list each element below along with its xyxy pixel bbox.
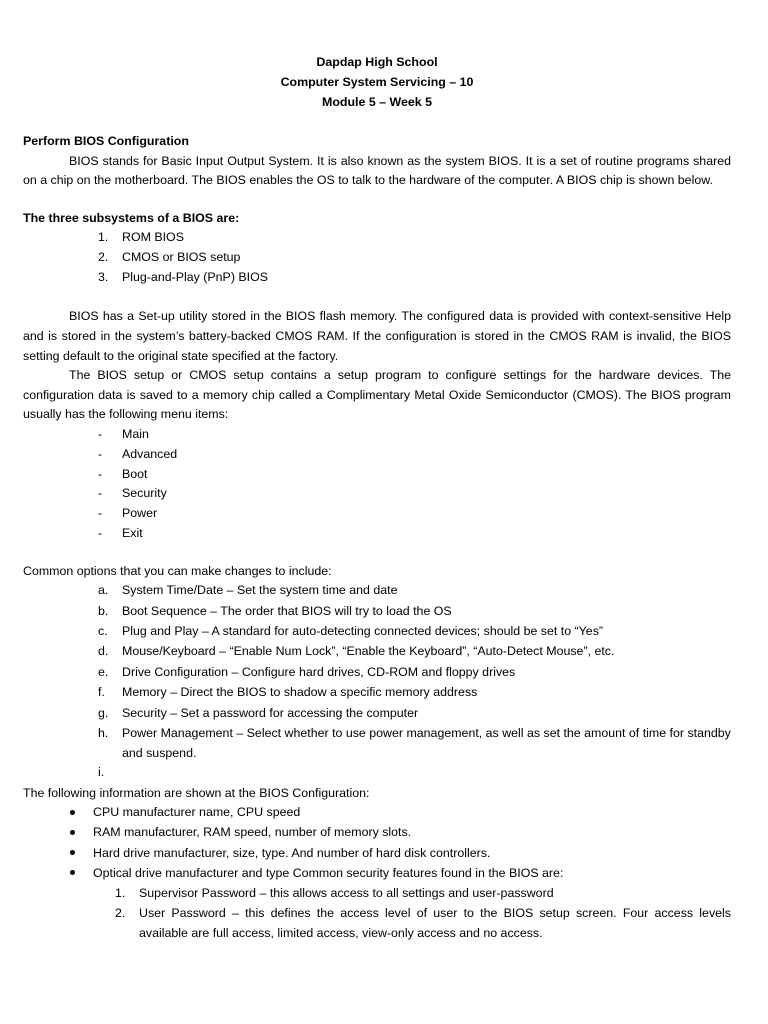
list-item: a. System Time/Date – Set the system time and date <box>98 583 398 598</box>
list-item: c. Plug and Play – A standard for auto-detecting connected devices; should be set to “Yes” <box>98 624 604 639</box>
list-item: g. Security – Set a password for accessing the computer <box>98 705 419 720</box>
school-name: Dapdap High School <box>316 55 438 69</box>
subsystems-list <box>23 228 731 288</box>
intro-paragraph: BIOS stands for Basic Input Output System. It is also known as the system BIOS. It is a set of routine programs shared on a chip on the motherboard. The BIOS enables the OS to talk to the hardware of the computer. A BIOS chip is shown below. <box>23 153 731 188</box>
list-item: - Power <box>98 506 158 521</box>
bullet-icon <box>70 844 75 864</box>
module-title: Module 5 – Week 5 <box>322 95 432 109</box>
options-list <box>23 581 731 783</box>
list-item: 3. Plug-and-Play (PnP) BIOS <box>98 270 268 285</box>
list-item: i. <box>98 765 105 780</box>
list-item: CPU manufacturer name, CPU speed <box>23 803 731 823</box>
list-item: - Security <box>98 486 167 501</box>
list-item: Hard drive manufacturer, size, type. And number of hard disk controllers. <box>23 844 731 864</box>
menu-items-list <box>23 425 731 544</box>
list-item: b. Boot Sequence – The order that BIOS will try to load the OS <box>98 603 452 618</box>
document-header <box>23 53 731 113</box>
section-title: Perform BIOS Configuration <box>23 134 189 148</box>
setup-paragraph: The BIOS setup or CMOS setup contains a setup program to configure settings for the hardware devices. The configuration data is saved to a memory chip called a Complimentary Metal Oxide Semiconductor (CMOS). The BIOS program usually has the following menu items: <box>23 368 731 422</box>
cmos-paragraph: BIOS has a Set-up utility stored in the BIOS flash memory. The configured data is provided with context-sensitive Help and is stored in the system’s battery-backed CMOS RAM. If the configuration is stored in the CMOS RAM is invalid, the BIOS setting default to the original state specified at the factory. <box>23 309 731 363</box>
list-item: f. Memory – Direct the BIOS to shadow a specific memory address <box>98 685 478 700</box>
list-item: - Exit <box>98 525 143 540</box>
bullet-icon <box>70 823 75 843</box>
list-item: 1. Supervisor Password – this allows access to all settings and user-password <box>115 885 554 900</box>
bullet-icon <box>70 864 75 884</box>
list-item: - Advanced <box>98 446 178 461</box>
security-list <box>23 884 731 943</box>
options-heading: Common options that you can make changes to include: <box>23 563 332 578</box>
subsystems-heading: The three subsystems of a BIOS are: <box>23 210 240 225</box>
list-item: - Boot <box>98 466 148 481</box>
document-body <box>23 53 731 943</box>
list-item: RAM manufacturer, RAM speed, number of memory slots. <box>23 823 731 843</box>
course-title: Computer System Servicing – 10 <box>280 75 474 89</box>
list-item: 2. User Password – this defines the access level of user to the BIOS setup screen. Four access levels available are full access, limited access, view-only access and no access. <box>115 905 731 940</box>
list-item: - Main <box>98 426 149 441</box>
list-item: 2. CMOS or BIOS setup <box>98 250 241 265</box>
list-item: 1. ROM BIOS <box>98 230 184 245</box>
bullet-icon <box>70 803 75 823</box>
list-item: e. Drive Configuration – Configure hard drives, CD-ROM and floppy drives <box>98 664 516 679</box>
info-list <box>23 803 731 884</box>
list-item: Optical drive manufacturer and type Common security features found in the BIOS are: <box>23 864 731 884</box>
list-item: h. Power Management – Select whether to use power management, as well as set the amount of time for standby and suspend. <box>98 726 731 760</box>
info-heading: The following information are shown at the BIOS Configuration: <box>23 785 370 800</box>
list-item: d. Mouse/Keyboard – “Enable Num Lock”, “Enable the Keyboard”, “Auto-Detect Mouse”, etc. <box>98 644 615 659</box>
